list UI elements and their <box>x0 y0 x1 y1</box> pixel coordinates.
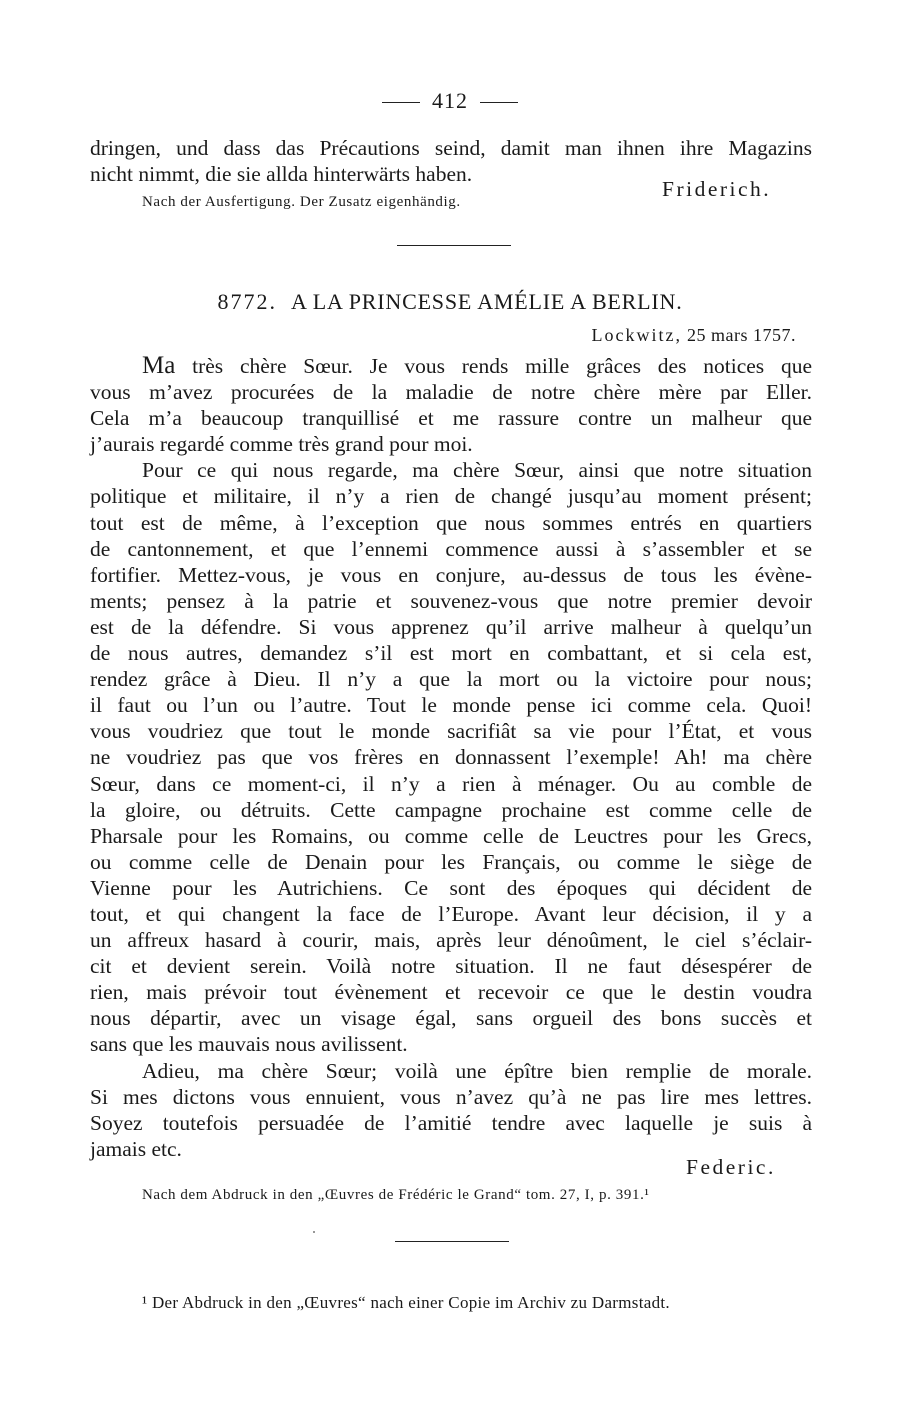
letter-title: A LA PRINCESSE AMÉLIE A BERLIN. <box>290 289 683 314</box>
text-line: Adieu, ma chère Sœur; voilà une épître bien remplie de morale. <box>142 1058 812 1083</box>
text-line: de nous autres, demandez s’il est mort en combattant, et si cela est, <box>90 641 812 666</box>
header-dash-right <box>480 102 518 103</box>
text-line: Pour ce qui nous regarde, ma chère Sœur, ainsi que notre situation <box>142 458 812 483</box>
footnote <box>142 1293 670 1313</box>
text-line: Ma très chère Sœur. Je vous rends mille grâces des notices que <box>142 352 812 379</box>
letter-body <box>90 353 812 1162</box>
letter-number: 8772. <box>217 289 277 314</box>
footnote-marker: ¹ <box>142 1293 148 1312</box>
text-line: ne voudriez pas que vos frères en donnassent l’exemple! Ah! ma chère <box>90 745 812 770</box>
text-line: la gloire, ou détruits. Cette campagne prochaine est comme celle de <box>90 797 812 822</box>
text-line: Vienne pour les Autrichiens. Ce sont des époques qui décident de <box>90 875 812 900</box>
letter-place: Lockwitz, <box>591 325 682 345</box>
text-line: fortifier. Mettez-vous, je vous en conjure, au-dessus de tous les évène- <box>90 562 812 587</box>
text-line: sans que les mauvais nous avilissent. <box>90 1032 408 1057</box>
text-line: tout, et qui changent la face de l’Europe. Avant leur décision, il y a <box>90 901 812 926</box>
previous-letter-signature: Friderich. <box>662 177 772 201</box>
letter-source-note: Nach dem Abdruck in den „Œuvres de Frédéric le Grand“ tom. 27, I, p. 391.¹ <box>142 1187 650 1203</box>
page-header <box>0 88 900 114</box>
text-line: un affreux hasard à courir, mais, après leur dénoûment, le ciel s’éclair- <box>90 928 812 953</box>
header-dash-left <box>382 102 420 103</box>
text-line: Pharsale pour les Romains, ou comme celle de Leuctres pour les Grecs, <box>90 823 812 848</box>
text-line: politique et militaire, il n’y a rien de changé jusqu’au moment présent; <box>90 484 812 509</box>
footnote-divider <box>395 1241 509 1242</box>
text-line: de cantonnement, et que l’ennemi commence aussi à s’assembler et se <box>90 536 812 561</box>
text-line: Soyez toutefois persuadée de l’amitié tendre avec laquelle je suis à <box>90 1110 812 1135</box>
text-line: ou comme celle de Denain pour les Français, ou comme le siège de <box>90 849 812 874</box>
previous-letter-source-note: Nach der Ausfertigung. Der Zusatz eigenhändig. <box>142 194 461 210</box>
text-line: dringen, und dass das Précautions seind, damit man ihnen ihre Magazins <box>90 136 812 160</box>
text-line: Sœur, dans ce moment-ci, il n’y a rien à ménager. Ou au comble de <box>90 771 812 796</box>
text-line: Cela m’a beaucoup tranquillisé et me rassure contre un malheur que <box>90 406 812 431</box>
text-line: rendez grâce à Dieu. Il n’y a que la mort ou la victoire pour nous; <box>90 667 812 692</box>
text-line: cit et devient serein. Voilà notre situation. Il ne faut désespérer de <box>90 954 812 979</box>
text-line: jamais etc. <box>90 1136 182 1161</box>
text-line: nicht nimmt, die sie allda hinterwärts haben. <box>90 162 473 187</box>
letter-dateline <box>592 325 796 346</box>
text-line: est de la défendre. Si vous apprenez qu’il arrive malheur à quelqu’un <box>90 614 812 639</box>
text-line: tout est de même, à l’exception que nous sommes entrés en quartiers <box>90 510 812 535</box>
print-speck <box>313 1231 315 1233</box>
letter-date: 25 mars 1757. <box>687 325 796 345</box>
letter-signature: Federic. <box>686 1155 776 1179</box>
text-line: il faut ou l’un ou l’autre. Tout le monde pense ici comme cela. Quoi! <box>90 693 812 718</box>
footnote-text: Der Abdruck in den „Œuvres“ nach einer Copie im Archiv zu Darmstadt. <box>151 1293 670 1312</box>
page-number: 412 <box>432 88 468 113</box>
text-line: rien, mais prévoir tout évènement et recevoir ce que le destin voudra <box>90 980 812 1005</box>
text-line: vous m’avez procurées de la maladie de notre chère mère par Eller. <box>90 380 812 405</box>
text-line: nous départir, avec un visage égal, sans orgueil des bons succès et <box>90 1006 812 1031</box>
text-line: ments; pensez à la patrie et souvenez-vous que notre premier devoir <box>90 588 812 613</box>
text-line: vous voudriez que tout le monde sacrifiât sa vie pour l’État, et vous <box>90 719 812 744</box>
salutation-initial: Ma <box>142 352 176 379</box>
section-divider <box>397 245 511 246</box>
text-line: Si mes dictons vous ennuient, vous n’avez qu’à ne pas lire mes lettres. <box>90 1084 812 1109</box>
text-line: j’aurais regardé comme très grand pour moi. <box>90 432 473 457</box>
letter-heading <box>0 289 900 315</box>
